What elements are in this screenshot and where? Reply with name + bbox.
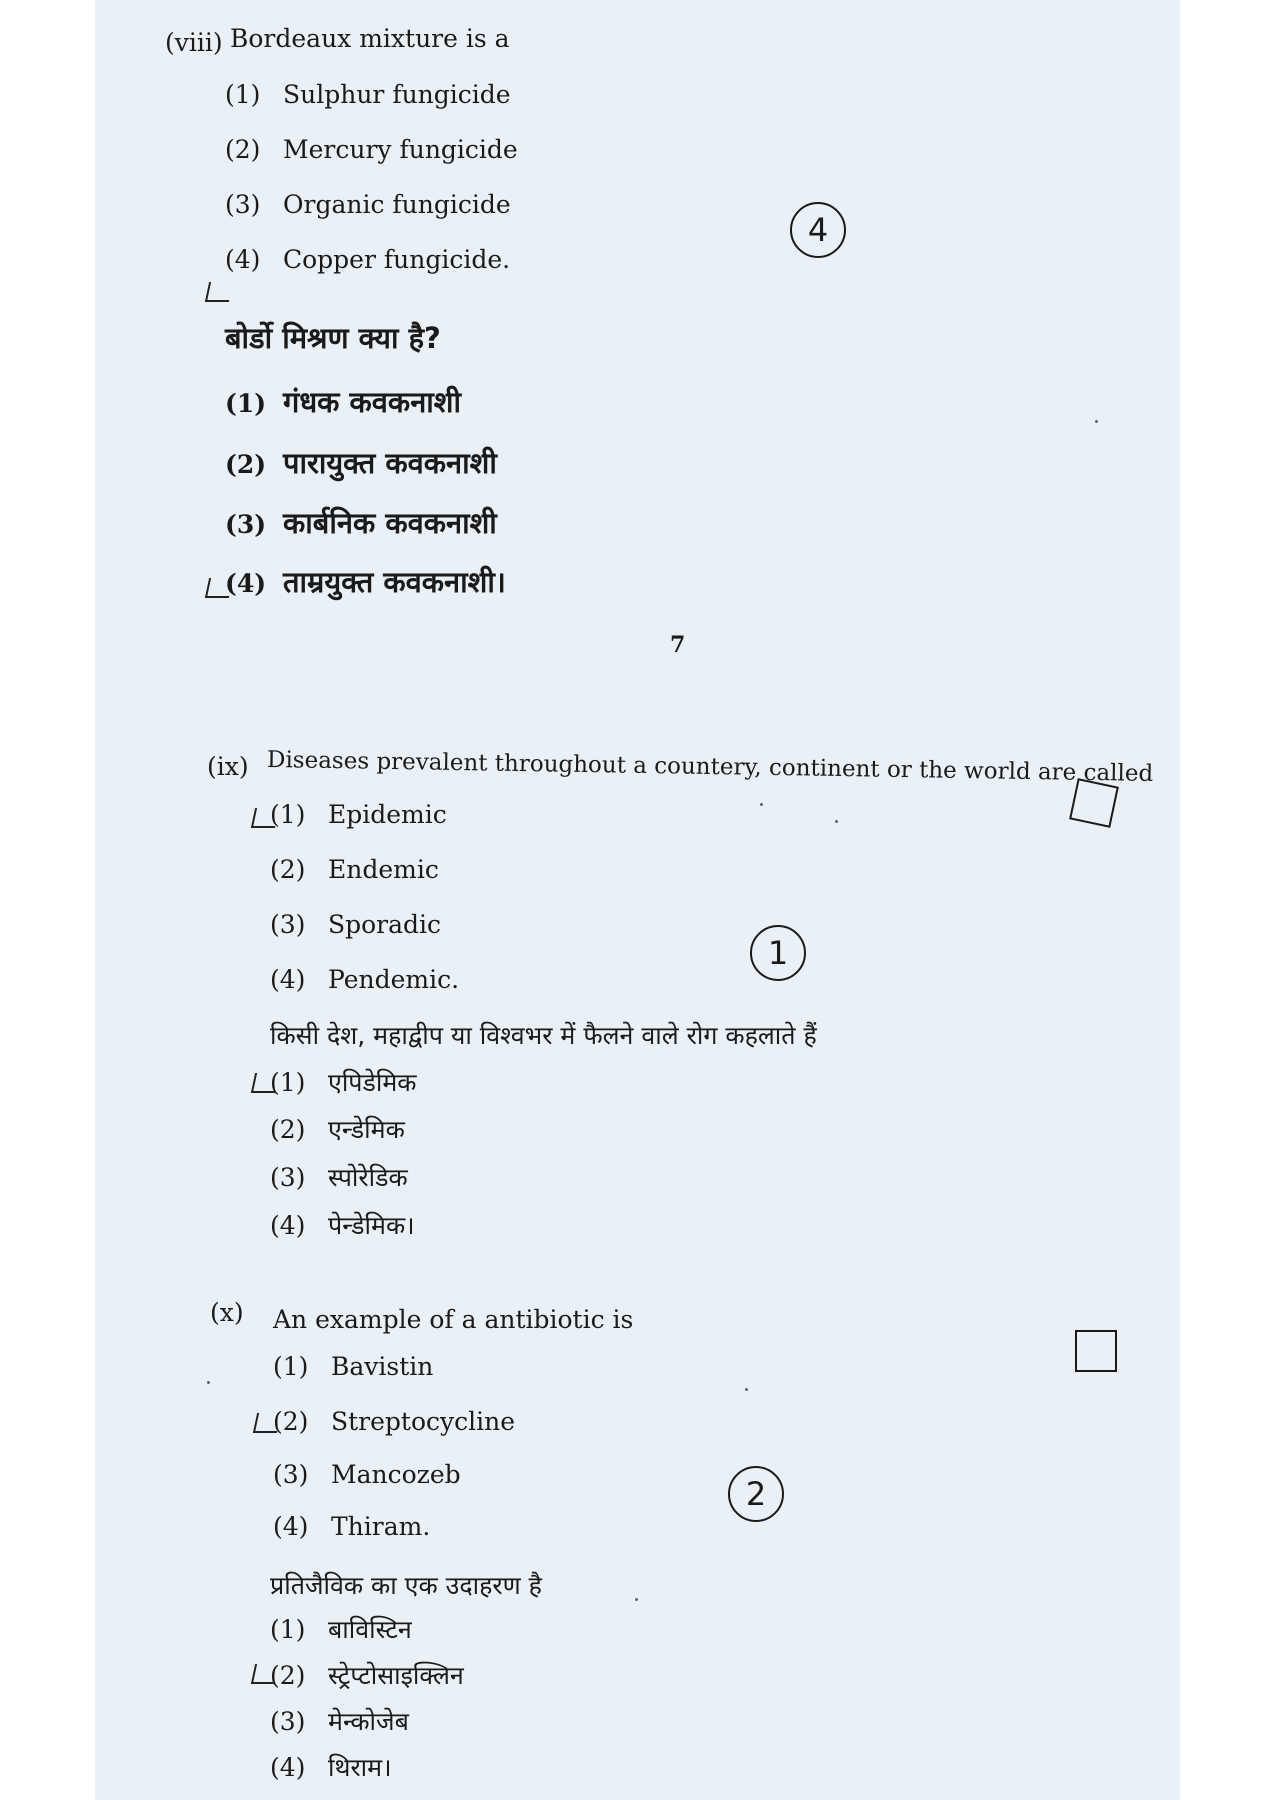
option-2: (2) Endemic — [270, 855, 439, 884]
question-number: (x) — [210, 1298, 244, 1327]
hindi-option-1: (1) बाविस्टिन — [270, 1615, 412, 1644]
answer-circle: 4 — [790, 202, 846, 258]
answer-circle: 1 — [750, 925, 806, 981]
hindi-question-text: प्रतिजैविक का एक उदाहरण है — [270, 1571, 542, 1600]
speck — [835, 820, 838, 823]
hindi-question-text: किसी देश, महाद्वीप या विश्वभर में फैलने वाले रोग कहलाते हैं — [270, 1021, 817, 1050]
exam-page — [95, 0, 1180, 1800]
option-1: (1) Bavistin — [273, 1352, 434, 1381]
hindi-answer-tick-mark — [251, 1664, 279, 1684]
option-4: (4) Thiram. — [273, 1512, 431, 1541]
hindi-option-3: (3) मेन्कोजेब — [270, 1707, 409, 1736]
answer-tick-mark — [253, 1413, 281, 1433]
answer-tick-mark — [251, 808, 279, 828]
option-3: (3) Sporadic — [270, 910, 442, 939]
hindi-option-3: (3) स्पोरेडिक — [270, 1163, 408, 1192]
speck — [207, 1381, 210, 1384]
hindi-answer-tick-mark — [251, 1073, 279, 1093]
page-mark: 7 — [670, 632, 686, 658]
speck — [635, 1598, 638, 1601]
hindi-option-2: (2) पारायुक्त कवकनाशी — [225, 446, 497, 480]
speck — [1095, 420, 1098, 423]
hindi-option-3: (3) कार्बनिक कवकनाशी — [225, 506, 497, 540]
question-text: An example of a antibiotic is — [273, 1305, 634, 1334]
hindi-option-2: (2) स्ट्रेप्टोसाइक्लिन — [270, 1661, 464, 1690]
option-1: (1) Epidemic — [270, 800, 447, 829]
option-2: (2) Streptocycline — [273, 1407, 516, 1436]
answer-tick-mark — [205, 282, 233, 302]
hindi-option-4: (4) ताम्रयुक्त कवकनाशी। — [225, 565, 506, 599]
option-4: (4) Pendemic. — [270, 965, 460, 994]
question-number: (viii) — [165, 28, 223, 57]
question-text: Bordeaux mixture is a — [230, 24, 510, 53]
hindi-option-1: (1) एपिडेमिक — [270, 1068, 417, 1097]
hindi-option-4: (4) थिराम। — [270, 1753, 392, 1782]
question-text: Diseases prevalent throughout a countery, continent or the world are called — [266, 747, 1154, 787]
speck — [745, 1388, 748, 1391]
hindi-option-4: (4) पेन्डेमिक। — [270, 1211, 415, 1240]
speck — [760, 803, 763, 806]
option-4: (4) Copper fungicide. — [225, 245, 511, 274]
answer-circle: 2 — [728, 1466, 784, 1522]
option-1: (1) Sulphur fungicide — [225, 80, 511, 109]
question-number: (ix) — [207, 752, 249, 781]
hindi-option-2: (2) एन्डेमिक — [270, 1115, 405, 1144]
option-3: (3) Mancozeb — [273, 1460, 461, 1489]
answer-box — [1069, 778, 1119, 828]
hindi-option-1: (1) गंधक कवकनाशी — [225, 385, 462, 419]
hindi-question-text: बोर्डो मिश्रण क्या है? — [225, 321, 441, 355]
hindi-answer-tick-mark — [205, 578, 233, 598]
option-3: (3) Organic fungicide — [225, 190, 511, 219]
answer-box — [1075, 1330, 1117, 1372]
option-2: (2) Mercury fungicide — [225, 135, 518, 164]
